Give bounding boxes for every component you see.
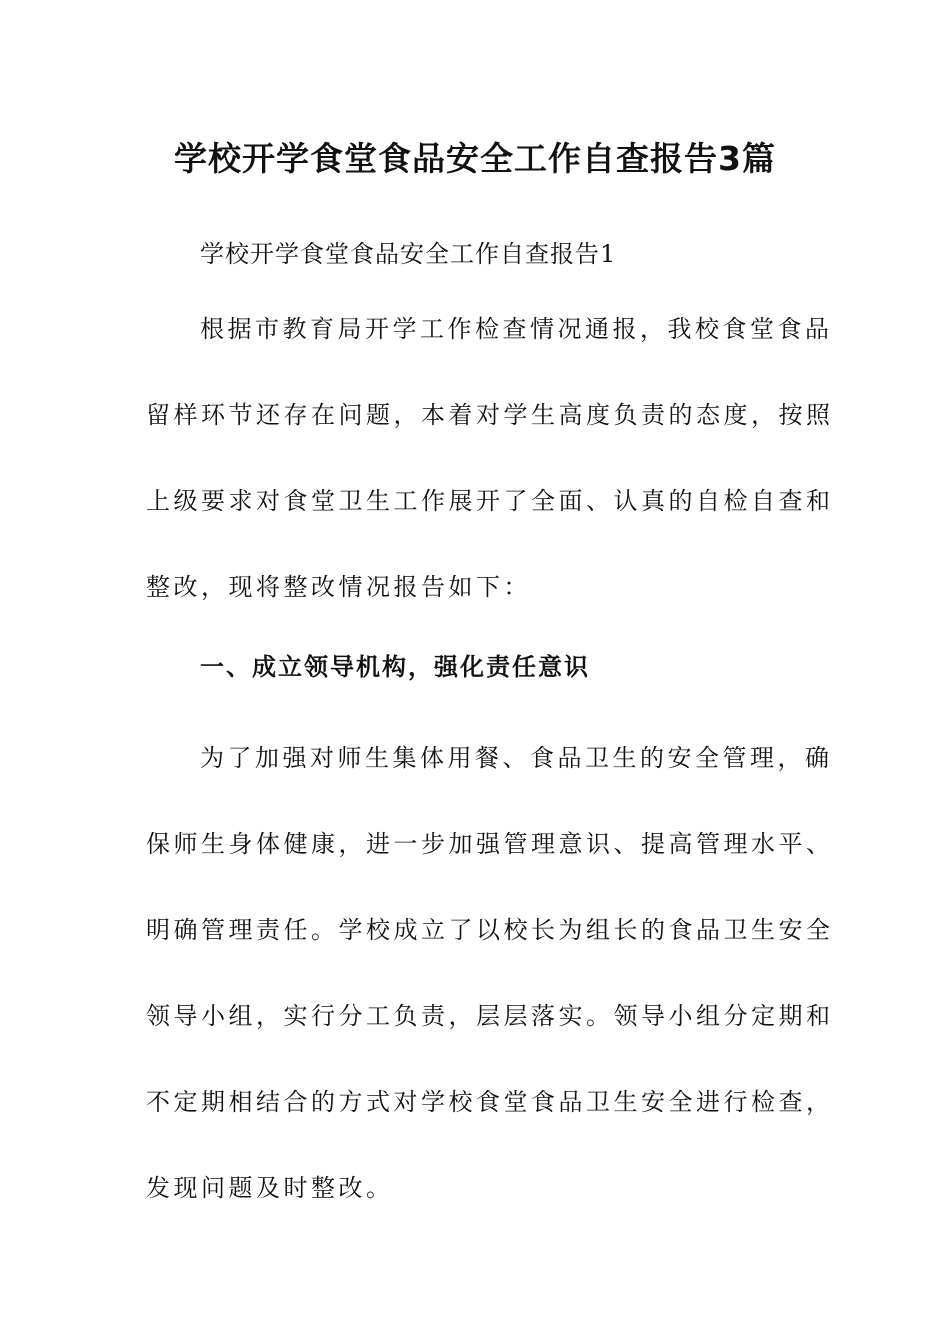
paragraph-line: 上级要求对食堂卫生工作展开了全面、认真的自检自查和 [146,487,834,515]
paragraph-line: 根据市教育局开学工作检查情况通报，我校食堂食品 [200,315,833,343]
paragraph-line: 整改，现将整改情况报告如下： [146,573,531,601]
section-heading: 一、成立领导机构，强化责任意识 [200,653,590,681]
paragraph-line: 保师生身体健康，进一步加强管理意识、提高管理水平、 [146,830,834,858]
paragraph-line: 领导小组，实行分工负责，层层落实。领导小组分定期和 [146,1002,834,1030]
paragraph-intro [146,312,834,656]
paragraph-leadership [146,741,834,1257]
paragraph-line: 为了加强对师生集体用餐、食品卫生的安全管理，确 [200,744,833,772]
paragraph-line: 留样环节还存在问题，本着对学生高度负责的态度，按照 [146,401,834,429]
paragraph-line: 明确管理责任。学校成立了以校长为组长的食品卫生安全 [146,916,834,944]
report-subtitle: 学校开学食堂食品安全工作自查报告1 [200,240,617,268]
paragraph-line: 不定期相结合的方式对学校食堂食品卫生安全进行检查， [146,1088,834,1116]
document-title: 学校开学食堂食品安全工作自查报告3篇 [174,139,776,178]
paragraph-line: 发现问题及时整改。 [146,1174,394,1202]
